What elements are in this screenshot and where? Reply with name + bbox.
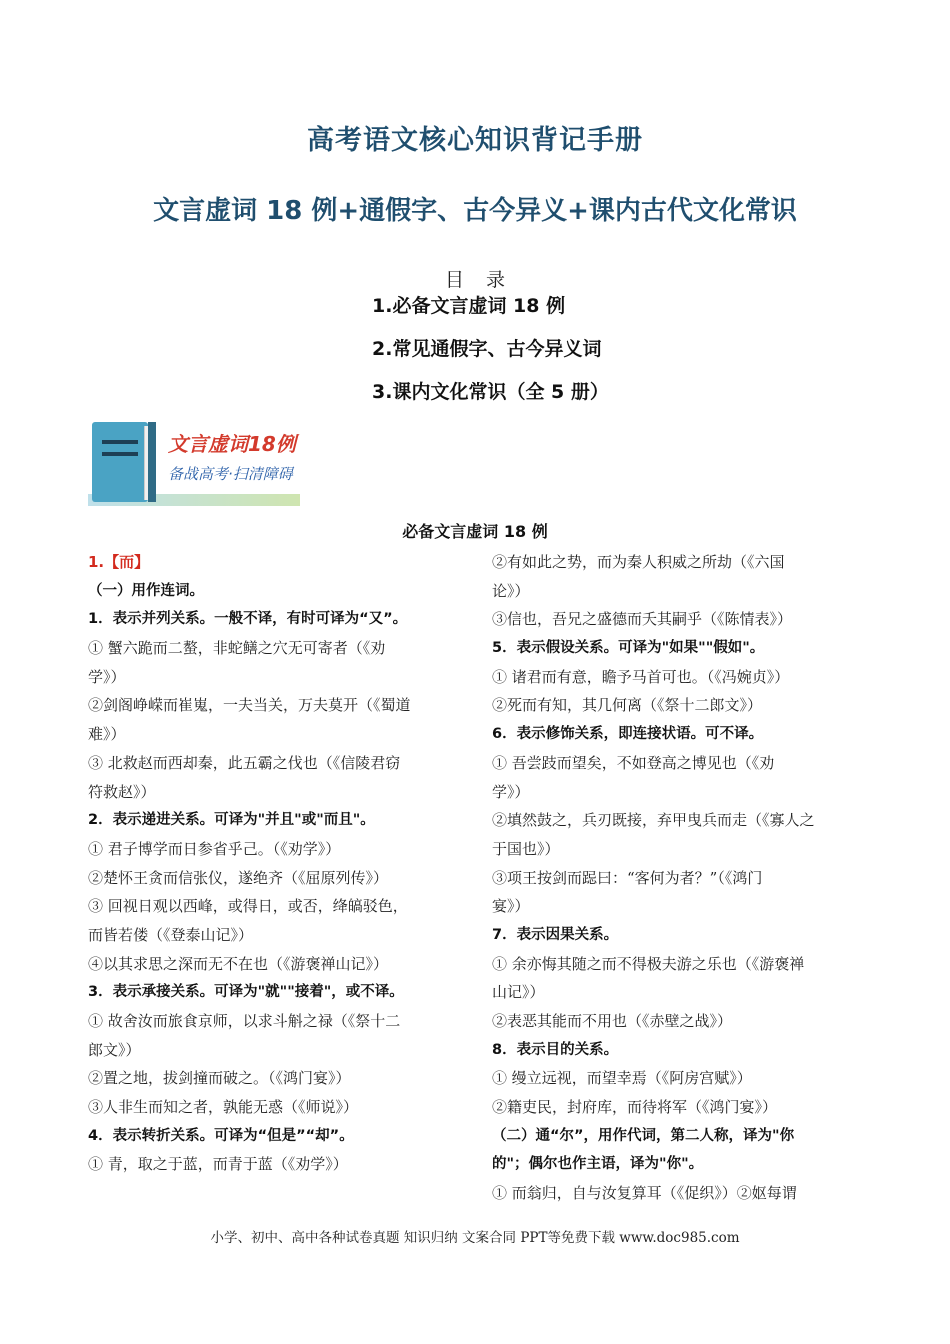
text-line: ③ 回视日观以西峰，或得日，或否，绛皜驳色， (88, 897, 408, 916)
text-line: 学》） (88, 667, 126, 686)
heading-line: 3．表示承接关系。可译为"就""接着"，或不译。 (88, 984, 404, 1001)
toc-item-3[interactable]: 3.课内文化常识（全 5 册） (372, 381, 609, 403)
text-line: 郎文》） (88, 1040, 141, 1059)
table-of-contents (372, 292, 609, 421)
document-subtitle: 文言虚词 18 例+通假字、古今异义+课内古代文化常识 (153, 196, 797, 226)
text-line: ②籍吏民，封府库，而待将军（《鸿门宴》） (492, 1098, 778, 1117)
toc-heading: 目录 (445, 269, 528, 291)
text-line: ③项王按剑而跽曰：“客何为者？”（《鸿门 (492, 868, 763, 887)
text-line: ① 故舍汝而旅食京师，以求斗斛之禄（《祭十二 (88, 1012, 401, 1030)
text-line: ③人非生而知之者，孰能无惑（《师说》） (88, 1098, 359, 1117)
text-line: ②死而有知，其几何离（《祭十二郎文》） (492, 696, 763, 715)
toc-item-1[interactable]: 1.必备文言虚词 18 例 (372, 295, 566, 317)
toc-item-2[interactable]: 2.常见通假字、古今异义词 (372, 338, 602, 360)
text-line: 山记》） (492, 983, 545, 1002)
text-line: ④以其求思之深而无不在也（《游褒禅山记》） (88, 954, 389, 973)
heading-line: 8．表示目的关系。 (492, 1041, 619, 1058)
heading-line: 7．表示因果关系。 (492, 926, 619, 943)
heading-line: 1.【而】 (88, 553, 150, 571)
text-line: 符救赵》） (88, 782, 156, 801)
heading-line: 2．表示递进关系。可译为"并且"或"而且"。 (88, 812, 375, 829)
text-line: 于国也》） (492, 839, 560, 858)
heading-line: 6．表示修饰关系，即连接状语。可不译。 (492, 726, 764, 743)
text-line: ③ 北救赵而西却秦，此五霸之伐也（《信陵君窃 (88, 753, 401, 772)
text-line: 而皆若偻（《登泰山记》） (88, 925, 254, 944)
text-line: ②置之地，拔剑撞而破之。（《鸿门宴》） (88, 1069, 351, 1088)
text-line: ③信也，吾兄之盛德而夭其嗣乎（《陈情表》） (492, 610, 793, 629)
section-title: 必备文言虚词 18 例 (402, 522, 548, 541)
left-column (88, 548, 463, 1179)
book-icon (92, 422, 148, 502)
document-title: 高考语文核心知识背记手册 (307, 125, 643, 156)
text-line: ① 余亦悔其随之而不得极夫游之乐也（《游褒禅 (492, 954, 805, 973)
text-line: ②剑阁峥嵘而崔嵬，一夫当关，万夫莫开（《蜀道 (88, 696, 411, 715)
text-line: ① 吾尝跂而望矣，不如登高之博见也（《劝 (492, 753, 775, 772)
banner-tagline: 备战高考·扫清障碍 (168, 465, 293, 483)
text-line: ① 君子博学而日参省乎己。（《劝学》） (88, 839, 341, 858)
footer-text: 小学、初中、高中各种试卷真题 知识归纳 文案合同 PPT等免费下载 www.doc985.com (210, 1230, 740, 1246)
text-line: ① 青，取之于蓝，而青于蓝（《劝学》） (88, 1155, 348, 1174)
text-line: ① 而翁归，自与汝复算耳（《促织》）②妪每谓 (492, 1184, 797, 1203)
text-line: ②楚怀王贪而信张仪，遂绝齐（《屈原列传》） (88, 868, 389, 887)
section-banner (88, 418, 300, 508)
heading-line: 1．表示并列关系。一般不译，有时可译为“又”。 (88, 611, 408, 628)
banner-title: 文言虚词18例 (168, 432, 296, 456)
text-line: 难》） (88, 725, 126, 744)
heading-line: （二）通“尔”，用作代词，第二人称，译为"你 (492, 1127, 795, 1144)
heading-line: （一）用作连词。 (88, 582, 204, 599)
heading-line: 的"；偶尔也作主语，译为"你"。 (492, 1156, 704, 1173)
text-line: ① 诸君而有意，瞻予马首可也。（《冯婉贞》） (492, 667, 790, 686)
heading-line: 5．表示假设关系。可译为"如果""假如"。 (492, 640, 765, 657)
text-line: ②填然鼓之，兵刃既接，弃甲曳兵而走（《寡人之 (492, 811, 815, 830)
right-column (492, 548, 867, 1208)
text-line: ① 蟹六跪而二螯，非蛇鳝之穴无可寄者（《劝 (88, 639, 386, 658)
text-line: 论》） (492, 581, 530, 600)
text-line: ① 缦立远视，而望幸焉（《阿房宫赋》） (492, 1069, 752, 1088)
text-line: ②有如此之势，而为秦人积威之所劫（《六国 (492, 553, 785, 571)
text-line: 宴》） (492, 897, 530, 916)
heading-line: 4．表示转折关系。可译为“但是”“却”。 (88, 1127, 354, 1144)
text-line: 学》） (492, 782, 530, 801)
text-line: ②表恶其能而不用也（《赤壁之战》） (492, 1012, 733, 1030)
